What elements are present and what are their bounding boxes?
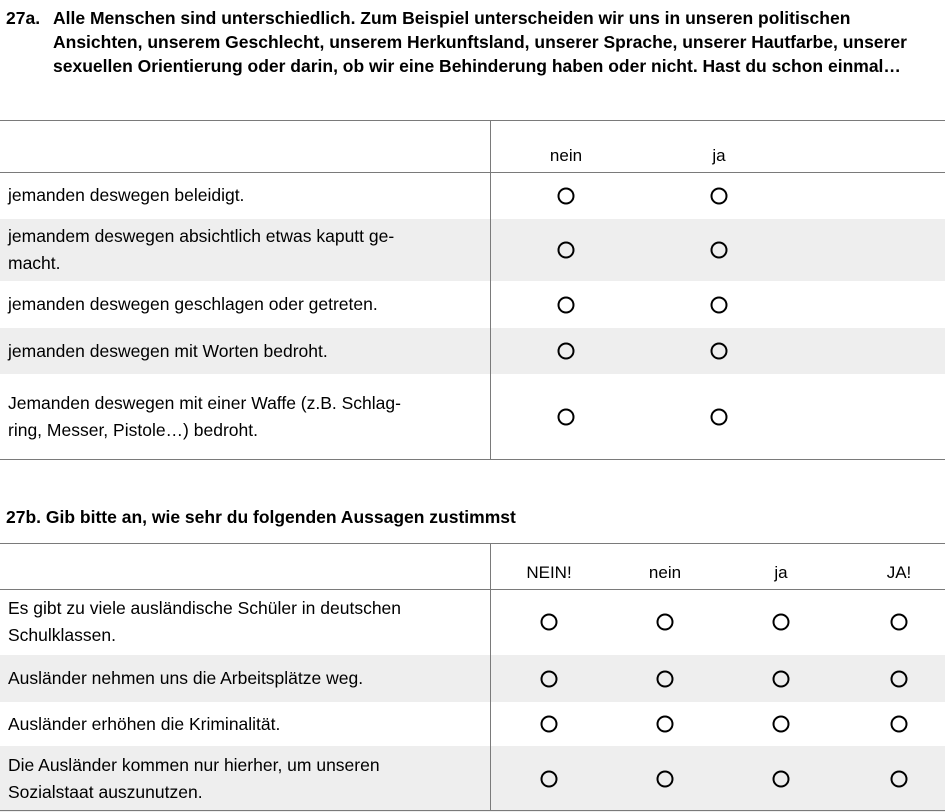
radio-option-ja[interactable] xyxy=(711,343,728,360)
radio-option-nein[interactable] xyxy=(657,771,674,788)
column-header: nein xyxy=(549,146,583,165)
table-row xyxy=(0,589,945,655)
table-rule xyxy=(0,810,945,811)
item-label: jemandem deswegen absichtlich etwas kaputt ge- xyxy=(8,226,395,246)
radio-option-ja[interactable] xyxy=(711,296,728,313)
question-27a-number: 27a. xyxy=(6,8,41,28)
item-label: Ausländer erhöhen die Kriminalität. xyxy=(8,714,281,734)
radio-option-ja[interactable] xyxy=(711,408,728,425)
column-header: nein xyxy=(648,563,682,582)
item-label: Ausländer nehmen uns die Arbeitsplätze weg. xyxy=(8,668,364,688)
table-row xyxy=(0,281,945,328)
radio-option-nein-strong[interactable] xyxy=(541,771,558,788)
radio-option-ja[interactable] xyxy=(773,771,790,788)
table-divider xyxy=(490,543,491,811)
radio-option-nein[interactable] xyxy=(558,296,575,313)
radio-option-ja-strong[interactable] xyxy=(891,771,908,788)
table-row xyxy=(0,172,945,219)
radio-option-ja-strong[interactable] xyxy=(891,670,908,687)
item-label: jemanden deswegen geschlagen oder getreten. xyxy=(8,294,378,314)
column-header: ja xyxy=(712,146,726,165)
radio-option-nein-strong[interactable] xyxy=(541,670,558,687)
table-rule xyxy=(0,589,945,590)
item-label: macht. xyxy=(8,253,61,273)
radio-option-nein[interactable] xyxy=(558,242,575,259)
radio-option-ja[interactable] xyxy=(711,242,728,259)
table-rule xyxy=(0,120,945,121)
radio-option-nein[interactable] xyxy=(657,614,674,631)
radio-option-ja-strong[interactable] xyxy=(891,716,908,733)
table-row xyxy=(0,702,945,746)
item-label: jemanden deswegen beleidigt. xyxy=(8,185,245,205)
radio-option-nein-strong[interactable] xyxy=(541,716,558,733)
question-27b-title: 27b. Gib bitte an, wie sehr du folgenden Aussagen zustimmst xyxy=(6,507,516,527)
table-row xyxy=(0,374,945,459)
radio-option-ja-strong[interactable] xyxy=(891,614,908,631)
radio-option-ja[interactable] xyxy=(773,716,790,733)
item-label: Sozialstaat auszunutzen. xyxy=(8,782,203,802)
item-label: jemanden deswegen mit Worten bedroht. xyxy=(8,341,328,361)
table-row xyxy=(0,655,945,702)
column-header: NEIN! xyxy=(526,563,572,582)
radio-option-nein[interactable] xyxy=(558,408,575,425)
table-rule xyxy=(0,543,945,544)
table-row xyxy=(0,219,945,281)
table-row xyxy=(0,746,945,812)
question-27a-text: Alle Menschen sind unterschiedlich. Zum Beispiel unterscheiden wir uns in unseren politischen Ansichten, unserem Geschlecht, unserem Herkunftsland, unserer Sprache, unserer Hautfarbe, unserer sexuellen Orientierung oder darin, ob wir eine Behinderung haben oder nicht. Hast du schon einmal… xyxy=(53,8,907,76)
radio-option-ja[interactable] xyxy=(773,614,790,631)
table-rule xyxy=(0,459,945,460)
column-header: JA! xyxy=(886,563,912,582)
radio-option-ja[interactable] xyxy=(773,670,790,687)
table-rule xyxy=(0,172,945,173)
item-label: Es gibt zu viele ausländische Schüler in deutschen xyxy=(8,598,402,618)
radio-option-nein[interactable] xyxy=(558,187,575,204)
radio-option-nein-strong[interactable] xyxy=(541,614,558,631)
table-row xyxy=(0,328,945,374)
item-label: ring, Messer, Pistole…) bedroht. xyxy=(8,420,258,440)
item-label: Jemanden deswegen mit einer Waffe (z.B. Schlag- xyxy=(8,393,401,413)
column-header: ja xyxy=(774,563,788,582)
radio-option-nein[interactable] xyxy=(657,716,674,733)
item-label: Die Ausländer kommen nur hierher, um unseren xyxy=(8,755,380,775)
radio-option-nein[interactable] xyxy=(657,670,674,687)
radio-option-ja[interactable] xyxy=(711,187,728,204)
radio-option-nein[interactable] xyxy=(558,343,575,360)
item-label: Schulklassen. xyxy=(8,625,116,645)
table-divider xyxy=(490,120,491,459)
